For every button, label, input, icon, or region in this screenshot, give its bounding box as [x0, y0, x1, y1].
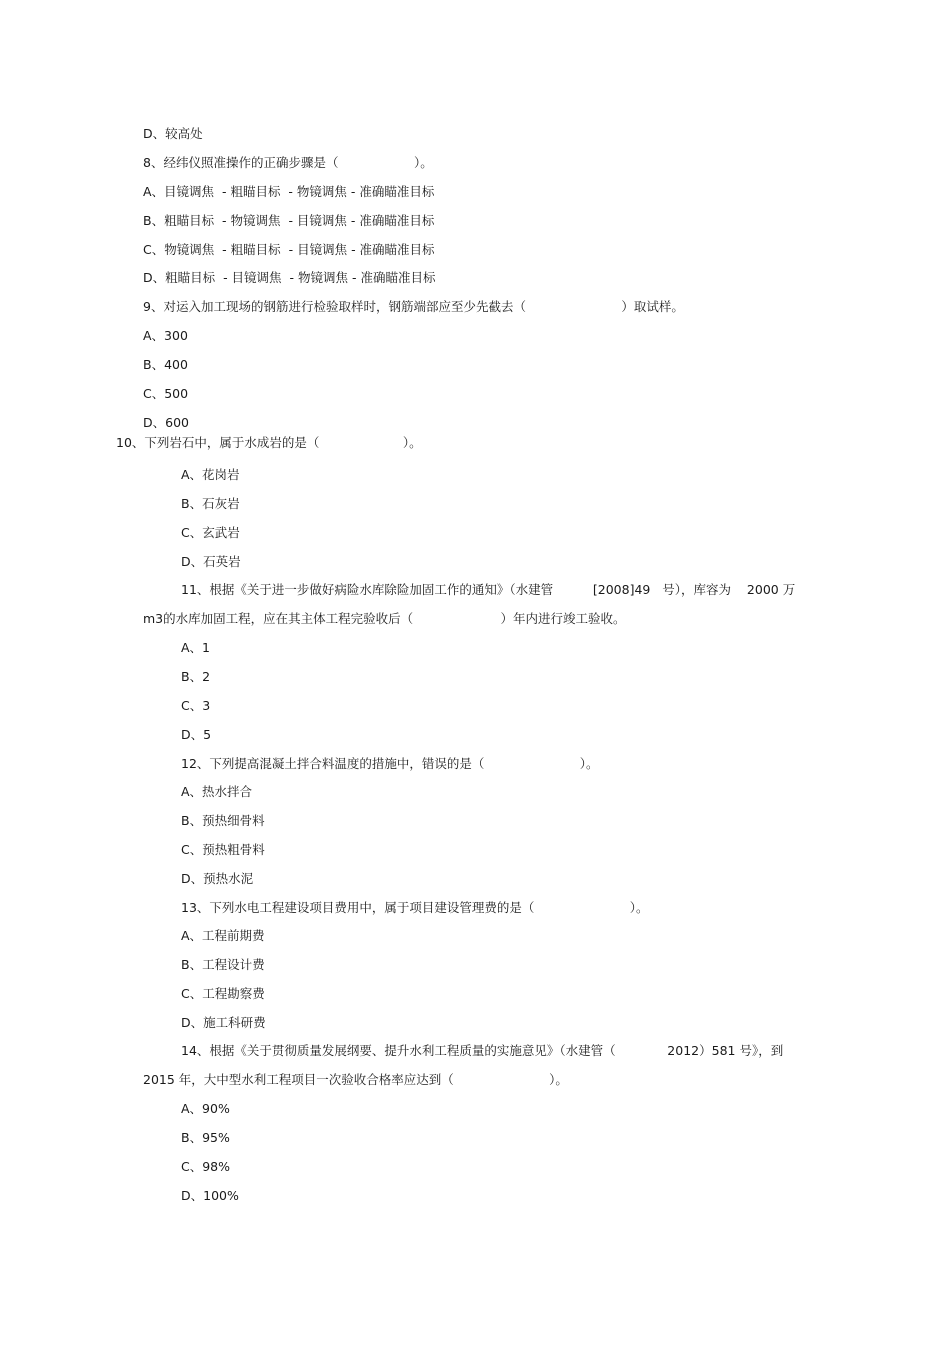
q8-option-d: D、粗瞄目标 - 目镜调焦 - 物镜调焦 - 准确瞄准目标	[143, 270, 436, 285]
q11-option-d: D、5	[181, 727, 212, 742]
question-14-line-2: 2015 年，大中型水利工程项目一次验收合格率应达到（ ）。	[143, 1072, 568, 1087]
q9-option-d: D、600	[143, 415, 189, 430]
q13-option-c: C、工程勘察费	[181, 986, 265, 1001]
q10-option-a: A、花岗岩	[181, 467, 240, 482]
q8-option-b: B、粗瞄目标 - 物镜调焦 - 目镜调焦 - 准确瞄准目标	[143, 213, 435, 228]
question-8: 8、经纬仪照准操作的正确步骤是（ ）。	[143, 155, 433, 170]
q8-option-c: C、物镜调焦 - 粗瞄目标 - 目镜调焦 - 准确瞄准目标	[143, 242, 435, 257]
q12-option-c: C、预热粗骨料	[181, 842, 265, 857]
question-11-line-1: 11、根据《关于进一步做好病险水库除险加固工作的通知》（水建管 [2008]49 号），库容为 2000 万	[181, 582, 796, 597]
q14-option-b: B、95%	[181, 1130, 230, 1145]
q9-option-c: C、500	[143, 386, 189, 401]
q11-option-a: A、1	[181, 640, 211, 655]
question-11-line-2: m3的水库加固工程，应在其主体工程完验收后（ ）年内进行竣工验收。	[143, 611, 626, 626]
q12-option-d: D、预热水泥	[181, 871, 254, 886]
question-10: 10、下列岩石中，属于水成岩的是（ ）。	[116, 435, 422, 450]
question-12: 12、下列提高混凝土拌合料温度的措施中，错误的是（ ）。	[181, 756, 599, 771]
q10-option-d: D、石英岩	[181, 554, 241, 569]
q9-option-b: B、400	[143, 357, 188, 372]
q13-option-a: A、工程前期费	[181, 928, 265, 943]
question-13: 13、下列水电工程建设项目费用中，属于项目建设管理费的是（ ）。	[181, 900, 649, 915]
q11-option-b: B、2	[181, 669, 211, 684]
q10-option-c: C、玄武岩	[181, 525, 240, 540]
q12-option-b: B、预热细骨料	[181, 813, 265, 828]
q13-option-b: B、工程设计费	[181, 957, 265, 972]
q8-option-a: A、目镜调焦 - 粗瞄目标 - 物镜调焦 - 准确瞄准目标	[143, 184, 435, 199]
q14-option-c: C、98%	[181, 1159, 231, 1174]
q14-option-d: D、100%	[181, 1188, 239, 1203]
q9-option-a: A、300	[143, 328, 188, 343]
q7-option-d: D、较高处	[143, 126, 203, 141]
question-9: 9、对运入加工现场的钢筋进行检验取样时，钢筋端部应至少先截去（ ）取试样。	[143, 299, 684, 314]
question-14-line-1: 14、根据《关于贯彻质量发展纲要、提升水利工程质量的实施意见》（水建管（ 2012）581 号》，到	[181, 1043, 784, 1058]
q10-option-b: B、石灰岩	[181, 496, 240, 511]
q12-option-a: A、热水拌合	[181, 784, 253, 799]
q11-option-c: C、3	[181, 698, 211, 713]
q13-option-d: D、施工科研费	[181, 1015, 266, 1030]
q14-option-a: A、90%	[181, 1101, 230, 1116]
